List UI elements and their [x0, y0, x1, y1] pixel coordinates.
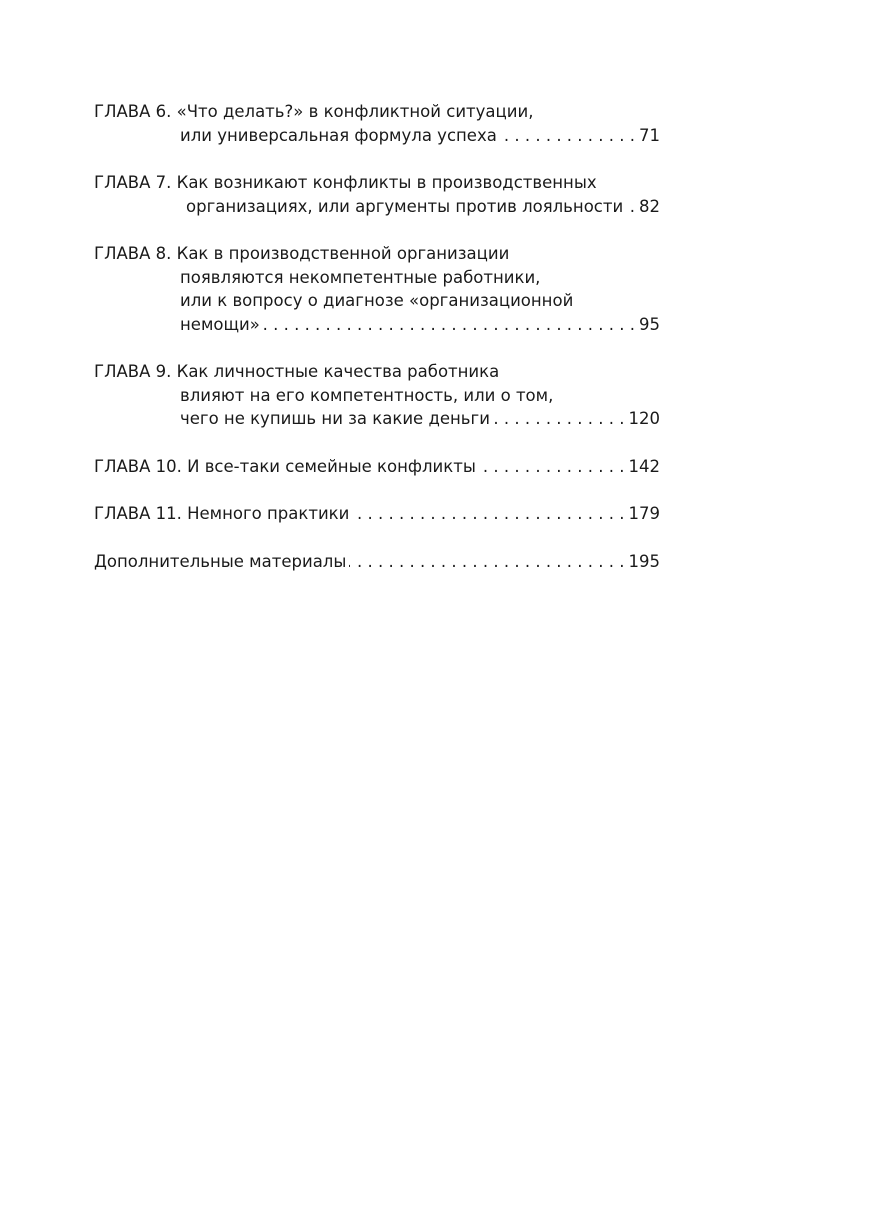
page-number: 195	[628, 551, 660, 571]
page-number: 142	[628, 456, 660, 476]
toc-entry-chapter-6	[94, 100, 660, 147]
toc-entry-chapter-8	[94, 242, 660, 336]
chapter-label: ГЛАВА 10.	[94, 456, 182, 476]
chapter-label: ГЛАВА 9.	[94, 362, 172, 381]
dot-leader	[349, 550, 624, 574]
chapter-title-line: чего не купишь ни за какие деньги	[180, 409, 490, 428]
chapter-title-line: влияют на его компетентность, или о том,	[180, 385, 554, 405]
chapter-title-line: организациях, или аргументы против лояльности	[186, 196, 624, 216]
dot-leader	[479, 455, 625, 479]
dot-leader	[500, 124, 635, 148]
chapter-label: ГЛАВА 6.	[94, 102, 172, 121]
page-number: 179	[628, 504, 660, 523]
table-of-contents	[94, 100, 660, 597]
chapter-title-line: Как возникают конфликты в производственных	[176, 173, 597, 192]
toc-entry-chapter-9	[94, 360, 660, 431]
chapter-title-line: появляются некомпетентные работники,	[180, 267, 541, 287]
chapter-title-line: Как в производственной организации	[176, 244, 510, 263]
section-title: Дополнительные материалы	[94, 551, 347, 571]
chapter-title-line: немощи»	[180, 314, 260, 334]
chapter-label: ГЛАВА 7.	[94, 173, 172, 192]
chapter-title-line: Немного практики	[187, 504, 350, 523]
page-number: 120	[628, 409, 660, 428]
dot-leader	[493, 407, 625, 431]
toc-entry-chapter-7	[94, 171, 660, 218]
page-number: 71	[639, 125, 660, 145]
dot-leader	[626, 195, 635, 219]
chapter-title-line: «Что делать?» в конфликтной ситуации,	[176, 102, 534, 121]
chapter-title-line: Как личностные качества работника	[176, 362, 500, 381]
page-number: 95	[639, 314, 660, 334]
dot-leader	[352, 502, 624, 526]
chapter-title-line: И все-таки семейные конфликты	[187, 456, 476, 476]
chapter-title-line: или универсальная формула успеха	[180, 125, 497, 145]
chapter-label: ГЛАВА 8.	[94, 244, 172, 263]
toc-entry-extra-materials	[94, 550, 660, 574]
page-number: 82	[639, 196, 660, 216]
toc-entry-chapter-10	[94, 455, 660, 479]
dot-leader	[263, 313, 635, 337]
chapter-title-line: или к вопросу о диагнозе «организационной	[180, 291, 574, 310]
toc-entry-chapter-11	[94, 502, 660, 526]
chapter-label: ГЛАВА 11.	[94, 504, 182, 523]
